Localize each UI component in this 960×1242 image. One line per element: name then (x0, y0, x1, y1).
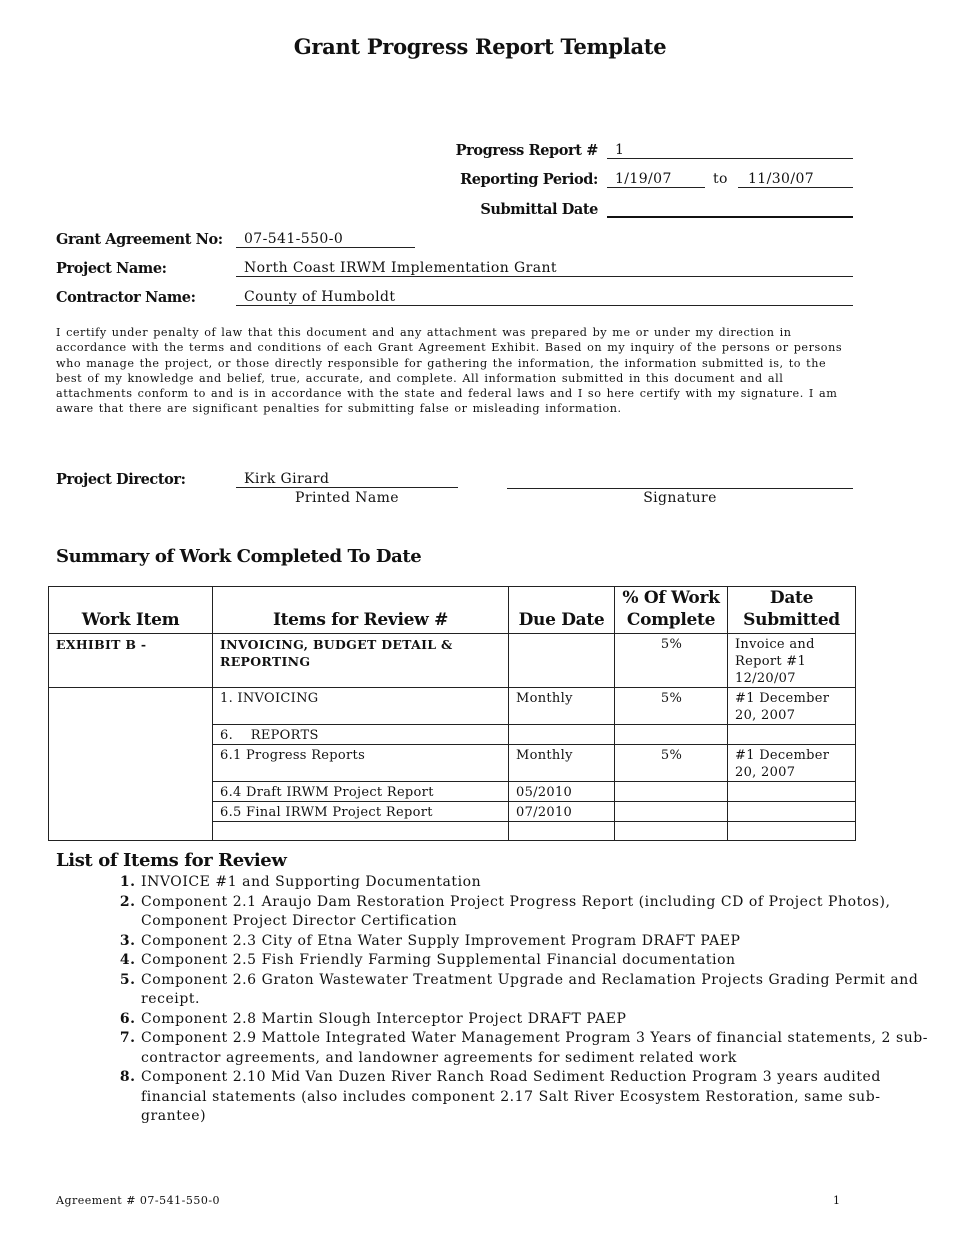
period-end-field[interactable] (738, 171, 853, 188)
director-name-value: Kirk Girard (244, 471, 330, 487)
cell-review: 6.5 Final IRWM Project Report (213, 802, 509, 822)
cell-submitted (728, 725, 856, 745)
list-item: 6. Component 2.8 Martin Slough Interceptor Project DRAFT PAEP (141, 1010, 931, 1030)
cell-due: 07/2010 (509, 802, 615, 822)
review-list-heading: List of Items for Review (56, 850, 287, 871)
list-item: 4. Component 2.5 Fish Friendly Farming Supplemental Financial documentation (141, 951, 931, 971)
project-director-label: Project Director: (56, 471, 186, 488)
printed-name-field[interactable] (236, 471, 458, 488)
agreement-field[interactable] (236, 231, 415, 248)
period-end-value: 11/30/07 (748, 171, 815, 187)
cell-due: 05/2010 (509, 782, 615, 802)
cell-due (509, 725, 615, 745)
signature-caption: Signature (643, 490, 717, 506)
progress-report-field[interactable] (607, 142, 853, 159)
cell-review: 1. INVOICING (213, 688, 509, 725)
contractor-name-label: Contractor Name: (56, 289, 196, 306)
contractor-name-field[interactable] (236, 289, 853, 306)
table-header-row (49, 587, 856, 634)
cell-submitted (728, 782, 856, 802)
submittal-date-label: Submittal Date (480, 201, 598, 218)
project-name-field[interactable] (236, 260, 853, 277)
col-header-date-submitted: Date Submitted (728, 587, 856, 634)
period-start-field[interactable] (607, 171, 705, 188)
col-header-due-date: Due Date (509, 587, 615, 634)
cell-due (509, 822, 615, 841)
table-row (49, 634, 856, 688)
progress-report-label: Progress Report # (455, 142, 598, 159)
col-header-work-item: Work Item (49, 587, 213, 634)
footer-agreement: Agreement # 07-541-550-0 (56, 1194, 221, 1207)
review-list (112, 873, 931, 1127)
list-item: 5. Component 2.6 Graton Wastewater Treatment Upgrade and Reclamation Projects Grading Permit and receipt. (141, 971, 931, 1010)
reporting-period-label: Reporting Period: (460, 171, 598, 188)
cell-pct (615, 802, 728, 822)
period-to-text: to (713, 171, 728, 187)
page-title: Grant Progress Report Template (293, 34, 667, 59)
printed-name-caption: Printed Name (295, 490, 399, 506)
cell-work-item (49, 688, 213, 841)
cell-review: 6.4 Draft IRWM Project Report (213, 782, 509, 802)
cell-work-item: EXHIBIT B - (49, 634, 213, 688)
agreement-label: Grant Agreement No: (56, 231, 223, 248)
cell-pct: 5% (615, 688, 728, 725)
contractor-name-value: County of Humboldt (244, 289, 396, 305)
cell-due (509, 634, 615, 688)
cell-pct: 5% (615, 634, 728, 688)
cell-pct (615, 822, 728, 841)
col-header-percent-complete: % Of Work Complete (615, 587, 728, 634)
list-item: 3. Component 2.3 City of Etna Water Supply Improvement Program DRAFT PAEP (141, 932, 931, 952)
cell-submitted (728, 822, 856, 841)
cell-pct (615, 782, 728, 802)
list-item: 2. Component 2.1 Araujo Dam Restoration Project Progress Report (including CD of Project Photos), Component Project Director Certification (141, 893, 931, 932)
cell-due: Monthly (509, 688, 615, 725)
cell-submitted: Invoice and Report #1 12/20/07 (728, 634, 856, 688)
signature-field[interactable] (507, 471, 853, 489)
list-item: 8. Component 2.10 Mid Van Duzen River Ranch Road Sediment Reduction Program 3 years audited financial statements (also includes component 2.17 Salt River Ecosystem Restoration, same sub-grantee) (141, 1068, 931, 1127)
cell-submitted: #1 December 20, 2007 (728, 688, 856, 725)
summary-table (48, 586, 856, 841)
table-row (49, 688, 856, 725)
agreement-value: 07-541-550-0 (244, 231, 344, 247)
period-start-value: 1/19/07 (615, 171, 672, 187)
list-item: 7. Component 2.9 Mattole Integrated Water Management Program 3 Years of financial statements, 2 sub-contractor agreements, and landowner agreements for sediment related work (141, 1029, 931, 1068)
cell-review: 6. REPORTS (213, 725, 509, 745)
cell-submitted: #1 December 20, 2007 (728, 745, 856, 782)
list-item: 1. INVOICE #1 and Supporting Documentation (141, 873, 931, 893)
cell-submitted (728, 802, 856, 822)
cell-pct: 5% (615, 745, 728, 782)
project-name-value: North Coast IRWM Implementation Grant (244, 260, 557, 276)
certification-statement: I certify under penalty of law that this document and any attachment was prepared by me or under my direction in accordance with the terms and conditions of each Grant Agreement Exhibit. Based on my inquiry of the persons or persons who manage the project, or those directly responsible for gathering the information, the information submitted is, to the best of my knowledge and belief, true, accurate, and complete. All information submitted in this document and all attachments conform to and is in accordance with the state and federal laws and I so here certify with my signature. I am aware that there are significant penalties for submitting false or misleading information. (56, 326, 843, 416)
cell-pct (615, 725, 728, 745)
cell-review (213, 822, 509, 841)
col-header-items-for-review: Items for Review # (213, 587, 509, 634)
progress-report-value: 1 (615, 142, 625, 158)
cell-review: 6.1 Progress Reports (213, 745, 509, 782)
footer-page-number: 1 (833, 1194, 841, 1207)
cell-due: Monthly (509, 745, 615, 782)
submittal-date-field[interactable] (607, 201, 853, 218)
project-name-label: Project Name: (56, 260, 167, 277)
cell-review: INVOICING, BUDGET DETAIL & REPORTING (213, 634, 509, 688)
summary-heading: Summary of Work Completed To Date (56, 546, 422, 567)
